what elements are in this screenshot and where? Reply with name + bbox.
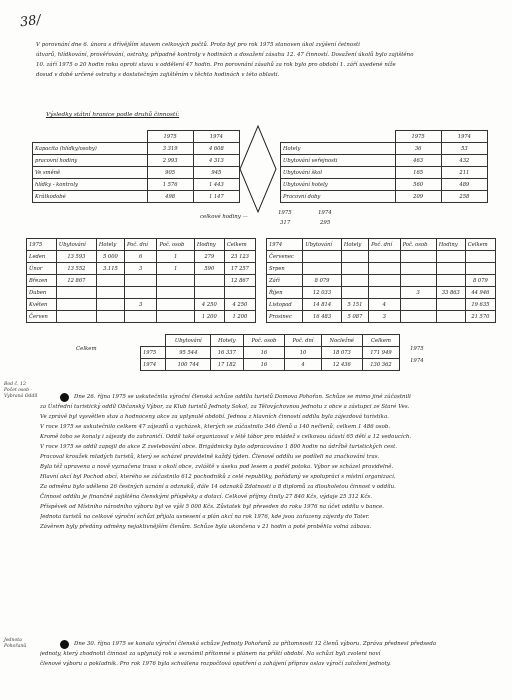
- table-row: [33, 179, 240, 191]
- row-label: pracovní hodiny: [33, 155, 148, 167]
- cell: Prosinec: [267, 311, 303, 323]
- cell: 19 635: [465, 299, 495, 311]
- cell: [436, 311, 465, 323]
- cell: 905: [147, 167, 193, 179]
- cell: [369, 287, 400, 299]
- cell: 1: [157, 251, 194, 263]
- row-year: 1974: [141, 359, 166, 371]
- page-number: 38/: [19, 12, 42, 31]
- cell: 211: [441, 167, 487, 179]
- totals-year-right-1975: 1975: [410, 346, 424, 352]
- cell: [341, 251, 368, 263]
- cell: 3.115: [96, 263, 124, 275]
- cell: 16 483: [303, 311, 342, 323]
- column-header: Hotely: [341, 239, 368, 251]
- cell: 10: [285, 347, 321, 359]
- cell: 1 576: [147, 179, 193, 191]
- table-header-row: [27, 239, 256, 251]
- cell: [400, 251, 436, 263]
- cell: Leden: [27, 251, 57, 263]
- intro-paragraph: [36, 40, 486, 80]
- table-header-row: [33, 131, 240, 143]
- cell: 4: [369, 299, 400, 311]
- column-header: Celkem: [362, 335, 399, 347]
- column-header: Hotely: [96, 239, 124, 251]
- table-totals: [140, 334, 400, 371]
- cell: [303, 263, 342, 275]
- cell: 17 257: [224, 263, 255, 275]
- blank-cell: [281, 131, 396, 143]
- cell: [369, 263, 400, 275]
- paragraph-line: Byla též upravena a nově vyznačena trasa v okolí obce, zvláště v úseku pod lesem a podél potoka. Výbor se scházel pravidelně.: [40, 464, 394, 470]
- cell: [400, 311, 436, 323]
- column-header: Celkem: [465, 239, 495, 251]
- cell: 130 362: [362, 359, 399, 371]
- table-hours-right: [280, 130, 488, 203]
- cell: 16 337: [211, 347, 243, 359]
- row-label: Ve směně: [33, 167, 148, 179]
- cell: [157, 311, 194, 323]
- table-row: [33, 167, 240, 179]
- paragraph-line: V roce 1975 se oddíl zapojil do akce Z zvelebování obce. Brigádnicky bylo odpracováno 1 800 hodin na údržbě turistických cest.: [40, 444, 398, 450]
- cell: [124, 287, 157, 299]
- table-header-row: [281, 131, 488, 143]
- cell: [157, 299, 194, 311]
- cell: [157, 287, 194, 299]
- cell: 100 744: [166, 359, 211, 371]
- total-hours-year-1974: 1974: [318, 210, 332, 216]
- cell: [96, 311, 124, 323]
- paragraph-line: Pracoval kroužek mladých turistů, který se scházel pravidelně každý týden. Členové oddílu se podíleli na značkování tras.: [40, 454, 380, 460]
- table-row: [267, 275, 496, 287]
- cell: [369, 251, 400, 263]
- total-hours-value-1974: 295: [320, 220, 331, 226]
- table-row: [281, 155, 488, 167]
- table-row: [281, 191, 488, 203]
- cell: [465, 263, 495, 275]
- cell: 3: [369, 311, 400, 323]
- column-header: Poč. dní: [285, 335, 321, 347]
- table-row: [27, 251, 256, 263]
- column-header: Celkem: [224, 239, 255, 251]
- cell: [465, 251, 495, 263]
- cell: Květen: [27, 299, 57, 311]
- column-header: Ubytování: [56, 239, 96, 251]
- cell: 3: [124, 299, 157, 311]
- intro-line: útvarů, hlídkování, prověřování, ostrahy, případně kontroly v hodinách a dosažení zásahu 12. 47 činností. Dosažení úkolů bylo zajištěno: [36, 52, 414, 58]
- cell: 8 079: [303, 275, 342, 287]
- paragraph-line: V roce 1975 se uskutečnilo celkem 47 zájezdů a vycházek, kterých se zúčastnilo 346 členů a 140 nečlenů, celkem 1 486 osob.: [40, 424, 391, 430]
- cell: 2 993: [147, 155, 193, 167]
- column-header: Hodiny: [436, 239, 465, 251]
- cell: 1 443: [193, 179, 239, 191]
- column-header: Poč. osob: [157, 239, 194, 251]
- row-label: Ubytování hotely: [281, 179, 396, 191]
- cell: 3: [124, 263, 157, 275]
- cell: 18 073: [321, 347, 362, 359]
- cell: Srpen: [267, 263, 303, 275]
- cell: 3 319: [147, 143, 193, 155]
- table-header-row: [141, 335, 400, 347]
- paragraph-line: Za odměnu bylo uděleno 26 čestných uznání a odznaků, dále 14 odznaků Zdatnosti a 8 diplomů za dlouholetou činnost v oddílu.: [40, 484, 396, 490]
- cell: [56, 311, 96, 323]
- cell: 12 033: [303, 287, 342, 299]
- cell: [194, 287, 224, 299]
- row-year: 1975: [141, 347, 166, 359]
- cell: 53: [441, 143, 487, 155]
- column-header: 1974: [267, 239, 303, 251]
- cell: [400, 275, 436, 287]
- column-header: Hodiny: [194, 239, 224, 251]
- cell: 16: [243, 347, 285, 359]
- cell: Únor: [27, 263, 57, 275]
- table-monthly-1974: [266, 238, 496, 323]
- column-header: Nocležné: [321, 335, 362, 347]
- cell: Červen: [27, 311, 57, 323]
- cell: 6: [124, 251, 157, 263]
- row-label: hlídky - kontroly: [33, 179, 148, 191]
- cell: 279: [194, 251, 224, 263]
- cell: 36: [395, 143, 441, 155]
- cell: 5 151: [341, 299, 368, 311]
- cell: 13 593: [56, 251, 96, 263]
- cell: 209: [395, 191, 441, 203]
- blank-cell: [141, 335, 166, 347]
- cell: 945: [193, 167, 239, 179]
- margin-note: Bod č. 12 Počet osob - Vybraná Oddíl: [4, 382, 38, 399]
- cell: Říjen: [267, 287, 303, 299]
- paragraph-line: Jednota turistů na celkové výroční schůzi přijala usnesení a plán akcí na rok 1976, kde jsou zařazeny zájezdy do Tater.: [40, 514, 370, 520]
- row-label: Krátkodobé: [33, 191, 148, 203]
- table-row: [281, 143, 488, 155]
- margin-note: Jednota Pohořanů: [4, 638, 27, 649]
- cell: [303, 251, 342, 263]
- paragraph-line: Závěrem byly předány odměny nejaktivnějším členům. Schůze byla ukončena v 21 hodin a poté proběhla volná zábava.: [40, 524, 372, 530]
- table-row: [141, 359, 400, 371]
- table-row: [33, 191, 240, 203]
- table-row: [33, 155, 240, 167]
- cell: 4 608: [193, 143, 239, 155]
- cell: 1 200: [194, 311, 224, 323]
- intro-line: V porovnání dne 6. února s dřívějším stavem celkových počtů. Proto byl pro rok 1975 stanoven úkol zvýšení četnosti: [36, 42, 361, 48]
- cell: 5 087: [341, 311, 368, 323]
- column-header: Hotely: [211, 335, 243, 347]
- table-row: [33, 143, 240, 155]
- table-header-row: [267, 239, 496, 251]
- intro-line: 10. září 1975 o 20 hodin roku oproti stavu v oddělení 47 hodin. Pro porovnání zásahů za rok bylo pro období 1. září uvedené níže: [36, 62, 396, 68]
- table-hours-left: [32, 130, 240, 203]
- table-row: [267, 299, 496, 311]
- cell: 489: [441, 179, 487, 191]
- section-heading: Výsledky státní hranice podle druhů činností:: [46, 112, 180, 118]
- cell: 4 250: [194, 299, 224, 311]
- column-header: 1974: [441, 131, 487, 143]
- cell: 165: [395, 167, 441, 179]
- cell: Březen: [27, 275, 57, 287]
- cell: 590: [194, 263, 224, 275]
- paragraph-line: členové výboru a pokladník. Pro rok 1976 byla schválena rozpočtová opatření a zahájení příprav oslav výročí založení jednoty.: [40, 661, 391, 667]
- total-hours-value-1975: 317: [280, 220, 291, 226]
- table-row: [281, 179, 488, 191]
- cell: 14 814: [303, 299, 342, 311]
- cell: [436, 275, 465, 287]
- cell: [157, 275, 194, 287]
- table-row: [267, 251, 496, 263]
- cell: 258: [441, 191, 487, 203]
- cell: Září: [267, 275, 303, 287]
- total-hours-label: celkové hodiny —: [200, 214, 248, 220]
- column-header: Poč. osob: [400, 239, 436, 251]
- paragraph-line: za Ústřední turistický oddíl Občanský Výbor, za Klub turistů Jednoty Sokol, za Tělovýchovnou jednotu z obce a zástupci ze Staré Ves.: [40, 404, 410, 410]
- table-row: [27, 311, 256, 323]
- totals-year-right-1974: 1974: [410, 358, 424, 364]
- cell: 12 867: [56, 275, 96, 287]
- cell: 16: [243, 359, 285, 371]
- cell: 13 552: [56, 263, 96, 275]
- cell: [96, 275, 124, 287]
- cell: 463: [395, 155, 441, 167]
- cell: Červenec: [267, 251, 303, 263]
- cell: Duben: [27, 287, 57, 299]
- table-row: [281, 167, 488, 179]
- cell: 1: [157, 263, 194, 275]
- cell: [194, 275, 224, 287]
- cell: 12 867: [224, 275, 255, 287]
- cell: [124, 311, 157, 323]
- cell: 4 313: [193, 155, 239, 167]
- column-header: 1975: [395, 131, 441, 143]
- paragraph-line: jednoty, který zhodnotil činnost za uplynulý rok a seznámil přítomné s plánem na příští období. Na schůzi byli zvoleni noví: [40, 651, 381, 657]
- table-row: [27, 287, 256, 299]
- cell: [56, 287, 96, 299]
- column-header: Poč. osob: [243, 335, 285, 347]
- cell: [436, 263, 465, 275]
- cell: [400, 263, 436, 275]
- diamond-connector: [238, 124, 278, 214]
- table-row: [27, 263, 256, 275]
- table-monthly-1975: [26, 238, 256, 323]
- intro-line: dosud v době určené ostrahy s dostatečným zajištěním v těchto hodinách v této oblasti.: [36, 72, 280, 78]
- cell: 17 182: [211, 359, 243, 371]
- paragraph-line: Kromě toho se konaly i zájezdy do zahraničí. Oddíl také organizoval v létě tábor pro mládež s celkovou účastí 65 dětí a 12 vedoucích.: [40, 434, 412, 440]
- cell: 4: [285, 359, 321, 371]
- cell: [341, 287, 368, 299]
- section-paragraph: [40, 639, 500, 669]
- section-paragraph: [40, 392, 500, 532]
- cell: Listopad: [267, 299, 303, 311]
- cell: 23 123: [224, 251, 255, 263]
- column-header: Ubytování: [303, 239, 342, 251]
- column-header: Poč. dní: [124, 239, 157, 251]
- paragraph-line: Činnost oddílu je finančně zajištěna členskými příspěvky a dotací. Celkové příjmy činily 27 840 Kčs, výdaje 25 312 Kčs.: [40, 494, 373, 500]
- row-label: Ubytování škol: [281, 167, 396, 179]
- paragraph-line: Dne 30. října 1975 se konala výroční členská schůze Jednoty Pohořanů za přítomnosti 12 členů výboru. Zprávu přednesl předseda: [74, 641, 437, 647]
- cell: 4 250: [224, 299, 255, 311]
- table-row: [267, 287, 496, 299]
- column-header: Ubytování: [166, 335, 211, 347]
- row-label: Ubytování veřejnosti: [281, 155, 396, 167]
- cell: 560: [395, 179, 441, 191]
- cell: 498: [147, 191, 193, 203]
- cell: 12 436: [321, 359, 362, 371]
- cell: [436, 299, 465, 311]
- cell: 1 200: [224, 311, 255, 323]
- row-label: Hotely: [281, 143, 396, 155]
- paragraph-line: Ve zprávě byl vysvětlen stav a hodnoceny akce za uplynulé období. Jednou z hlavních činností oddílu byla zájezdová turistika.: [40, 414, 390, 420]
- cell: [341, 263, 368, 275]
- cell: [436, 251, 465, 263]
- cell: 5 000: [96, 251, 124, 263]
- column-header: Poč. dní: [369, 239, 400, 251]
- cell: [224, 287, 255, 299]
- table-row: [27, 299, 256, 311]
- cell: 8 079: [465, 275, 495, 287]
- row-label: Kapacita (hlídky/osoby): [33, 143, 148, 155]
- cell: [369, 275, 400, 287]
- cell: [96, 287, 124, 299]
- cell: 44 946: [465, 287, 495, 299]
- table-row: [27, 275, 256, 287]
- paragraph-line: Hlavní akcí byl Pochod obcí, kterého se zúčastnilo 612 pochodníků z celé republiky, pořádaný ve spolupráci s místní organizací.: [40, 474, 396, 480]
- table-row: [141, 347, 400, 359]
- cell: 33 863: [436, 287, 465, 299]
- paragraph-line: Dne 26. října 1975 se uskutečnila výroční členská schůze oddílu turistů Domova Pohořan. Schůze se mimo jiné zúčastnili: [74, 394, 411, 400]
- cell: [96, 299, 124, 311]
- cell: 3: [400, 287, 436, 299]
- row-label: Pracovní doby: [281, 191, 396, 203]
- totals-caption: Celkem: [76, 346, 97, 352]
- column-header: 1974: [193, 131, 239, 143]
- cell: 21 570: [465, 311, 495, 323]
- column-header: 1975: [147, 131, 193, 143]
- paragraph-line: Příspěvek od Místního národního výboru byl ve výši 5 000 Kčs. Zůstatek byl převeden do roku 1976 na účet oddílu v bance.: [40, 504, 385, 510]
- cell: [400, 299, 436, 311]
- blank-cell: [33, 131, 148, 143]
- column-header: 1975: [27, 239, 57, 251]
- table-row: [267, 311, 496, 323]
- cell: 1 147: [193, 191, 239, 203]
- cell: [124, 275, 157, 287]
- cell: [56, 299, 96, 311]
- total-hours-year-1975: 1975: [278, 210, 292, 216]
- cell: [341, 275, 368, 287]
- cell: 432: [441, 155, 487, 167]
- cell: 95 544: [166, 347, 211, 359]
- table-row: [267, 263, 496, 275]
- cell: 171 949: [362, 347, 399, 359]
